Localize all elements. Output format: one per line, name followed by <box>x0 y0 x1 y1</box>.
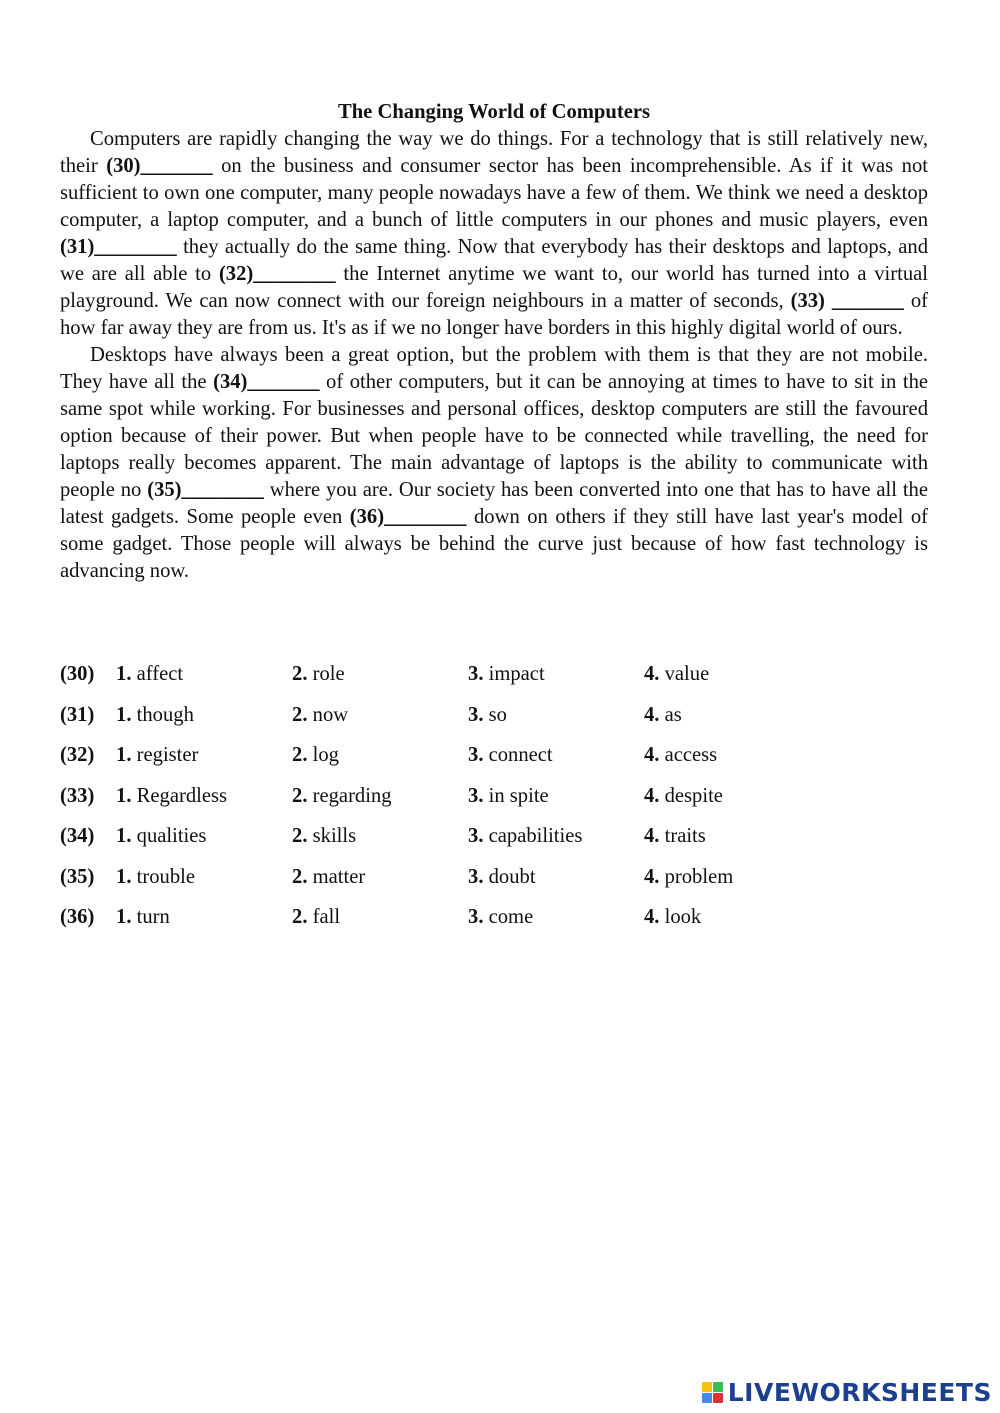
page-title: The Changing World of Computers <box>337 101 650 123</box>
option-number: 1. <box>116 865 132 888</box>
answer-option[interactable] <box>644 785 820 808</box>
option-number: 3. <box>468 865 484 888</box>
answer-option[interactable] <box>644 704 820 727</box>
option-number: 2. <box>292 744 308 766</box>
option-word: log <box>312 744 339 766</box>
option-number: 2. <box>292 663 308 685</box>
question-number: (35) <box>60 865 95 888</box>
question-number: (30) <box>60 663 95 685</box>
option-number: 4. <box>644 825 660 847</box>
answer-option[interactable] <box>468 663 644 686</box>
passage-text: Computers are rapidly changing the way we do things. For a technology that is still relatively new, their <box>60 128 928 177</box>
answer-option[interactable] <box>116 663 292 686</box>
gap-blank[interactable]: (34)_______ <box>213 371 320 393</box>
option-number: 2. <box>292 703 308 726</box>
question-row <box>60 906 820 947</box>
logo-square <box>702 1393 712 1403</box>
option-number: 4. <box>644 865 660 888</box>
passage-text: of other computers, but it can be annoying at times to have to sit in the same spot while working. For businesses and personal offices, desktop computers are still the favoured option because of their power. But when people have to be connected while travelling, the need for laptops really becomes apparent. The main advantage of laptops is the ability to communicate with people no <box>60 371 929 501</box>
option-number: 4. <box>644 663 660 685</box>
reading-passage <box>60 126 928 585</box>
option-word: traits <box>664 825 706 847</box>
answer-option[interactable] <box>468 785 644 808</box>
question-number: (33) <box>60 784 95 807</box>
answer-option[interactable] <box>292 906 468 929</box>
option-word: despite <box>664 784 723 807</box>
option-word: access <box>664 744 718 766</box>
option-word: doubt <box>488 865 536 888</box>
answer-option[interactable] <box>116 785 292 808</box>
option-number: 3. <box>468 906 484 928</box>
gap-blank[interactable]: (31)________ <box>60 236 177 258</box>
answer-option[interactable] <box>644 906 820 929</box>
option-number: 2. <box>292 865 308 888</box>
option-word: now <box>312 703 349 726</box>
logo-icon <box>702 1382 723 1403</box>
option-number: 4. <box>644 784 660 807</box>
worksheet-page <box>60 98 928 585</box>
question-number: (36) <box>60 906 95 928</box>
answer-option[interactable] <box>116 906 292 929</box>
liveworksheets-logo <box>702 1378 992 1407</box>
option-word: connect <box>488 744 553 766</box>
option-word: qualities <box>136 825 207 847</box>
option-number: 1. <box>116 825 132 847</box>
passage-paragraph <box>60 126 928 342</box>
gap-blank[interactable]: (33) _______ <box>790 290 904 312</box>
option-word: turn <box>136 906 170 928</box>
option-number: 4. <box>644 906 660 928</box>
gap-blank[interactable]: (32)________ <box>218 263 336 285</box>
answer-option[interactable] <box>468 906 644 929</box>
gap-blank[interactable]: (30)_______ <box>106 155 213 177</box>
logo-square <box>702 1382 712 1392</box>
question-row <box>60 663 820 704</box>
question-row <box>60 785 820 826</box>
option-word: so <box>488 703 507 726</box>
option-word: look <box>664 906 702 928</box>
question-number: (32) <box>60 744 95 766</box>
option-word: trouble <box>136 865 195 888</box>
answer-options <box>60 663 820 947</box>
option-number: 1. <box>116 906 132 928</box>
answer-option[interactable] <box>468 866 644 889</box>
answer-option[interactable] <box>292 825 468 848</box>
answer-option[interactable] <box>644 866 820 889</box>
option-number: 3. <box>468 784 484 807</box>
option-number: 1. <box>116 784 132 807</box>
passage-text: on the business and consumer sector has been incomprehensible. As if it was not sufficient to own one computer, many people nowadays have a few of them. We think we need a desktop computer, a laptop computer, and a bunch of little computers in our phones and music players, even <box>60 155 928 231</box>
gap-blank[interactable]: (36)________ <box>349 506 467 528</box>
question-row <box>60 744 820 785</box>
option-word: come <box>488 906 534 928</box>
passage-text: down on others if they still have last year's model of some gadget. Those people will always be behind the curve just because of how fast technology is advancing now. <box>60 506 929 582</box>
answer-option[interactable] <box>292 663 468 686</box>
question-number: (31) <box>60 703 95 726</box>
option-word: impact <box>488 663 545 685</box>
option-number: 2. <box>292 906 308 928</box>
option-number: 1. <box>116 744 132 766</box>
option-number: 1. <box>116 703 132 726</box>
answer-option[interactable] <box>116 866 292 889</box>
option-number: 2. <box>292 825 308 847</box>
passage-text: the Internet anytime we want to, our world has turned into a virtual playground. We can now connect with our foreign neighbours in a matter of seconds, <box>60 263 928 312</box>
option-word: value <box>664 663 710 685</box>
answer-option[interactable] <box>292 744 468 767</box>
answer-option[interactable] <box>292 866 468 889</box>
option-word: in spite <box>488 784 549 807</box>
option-word: role <box>312 663 345 685</box>
option-number: 4. <box>644 703 660 726</box>
answer-option[interactable] <box>644 825 820 848</box>
option-number: 4. <box>644 744 660 766</box>
answer-option[interactable] <box>644 744 820 767</box>
option-number: 3. <box>468 825 484 847</box>
answer-option[interactable] <box>292 704 468 727</box>
passage-paragraph <box>60 342 928 585</box>
answer-option[interactable] <box>116 704 292 727</box>
option-word: fall <box>312 906 341 928</box>
passage-text: Desktops have always been a great option, but the problem with them is that they are not mobile. They have all the <box>60 344 928 393</box>
option-word: problem <box>664 865 734 888</box>
option-number: 1. <box>116 663 132 685</box>
answer-option[interactable] <box>116 825 292 848</box>
option-word: Regardless <box>136 784 228 807</box>
answer-option[interactable] <box>468 744 644 767</box>
option-number: 2. <box>292 784 308 807</box>
option-number: 3. <box>468 703 484 726</box>
option-word: though <box>136 703 194 726</box>
option-word: register <box>136 744 199 766</box>
logo-square <box>713 1382 723 1392</box>
passage-text: of how far away they are from us. It's as if we no longer have borders in this highly digital world of ours. <box>60 290 928 339</box>
answer-option[interactable] <box>468 825 644 848</box>
option-word: capabilities <box>488 825 583 847</box>
passage-text: they actually do the same thing. Now that everybody has their desktops and laptops, and we are all able to <box>60 236 928 285</box>
passage-text: where you are. Our society has been converted into one that has to have all the latest gadgets. Some people even <box>60 479 928 528</box>
option-word: skills <box>312 825 357 847</box>
option-word: matter <box>312 865 366 888</box>
option-word: as <box>664 703 682 726</box>
question-row <box>60 866 820 907</box>
logo-square <box>713 1393 723 1403</box>
question-row <box>60 704 820 745</box>
question-row <box>60 825 820 866</box>
gap-blank[interactable]: (35)________ <box>147 479 264 501</box>
option-number: 3. <box>468 744 484 766</box>
answer-option[interactable] <box>644 663 820 686</box>
option-word: affect <box>136 663 184 685</box>
question-number: (34) <box>60 825 95 847</box>
answer-option[interactable] <box>292 785 468 808</box>
logo-text: LIVEWORKSHEETS <box>727 1378 992 1407</box>
answer-option[interactable] <box>116 744 292 767</box>
option-word: regarding <box>312 784 392 807</box>
answer-option[interactable] <box>468 704 644 727</box>
option-number: 3. <box>468 663 484 685</box>
